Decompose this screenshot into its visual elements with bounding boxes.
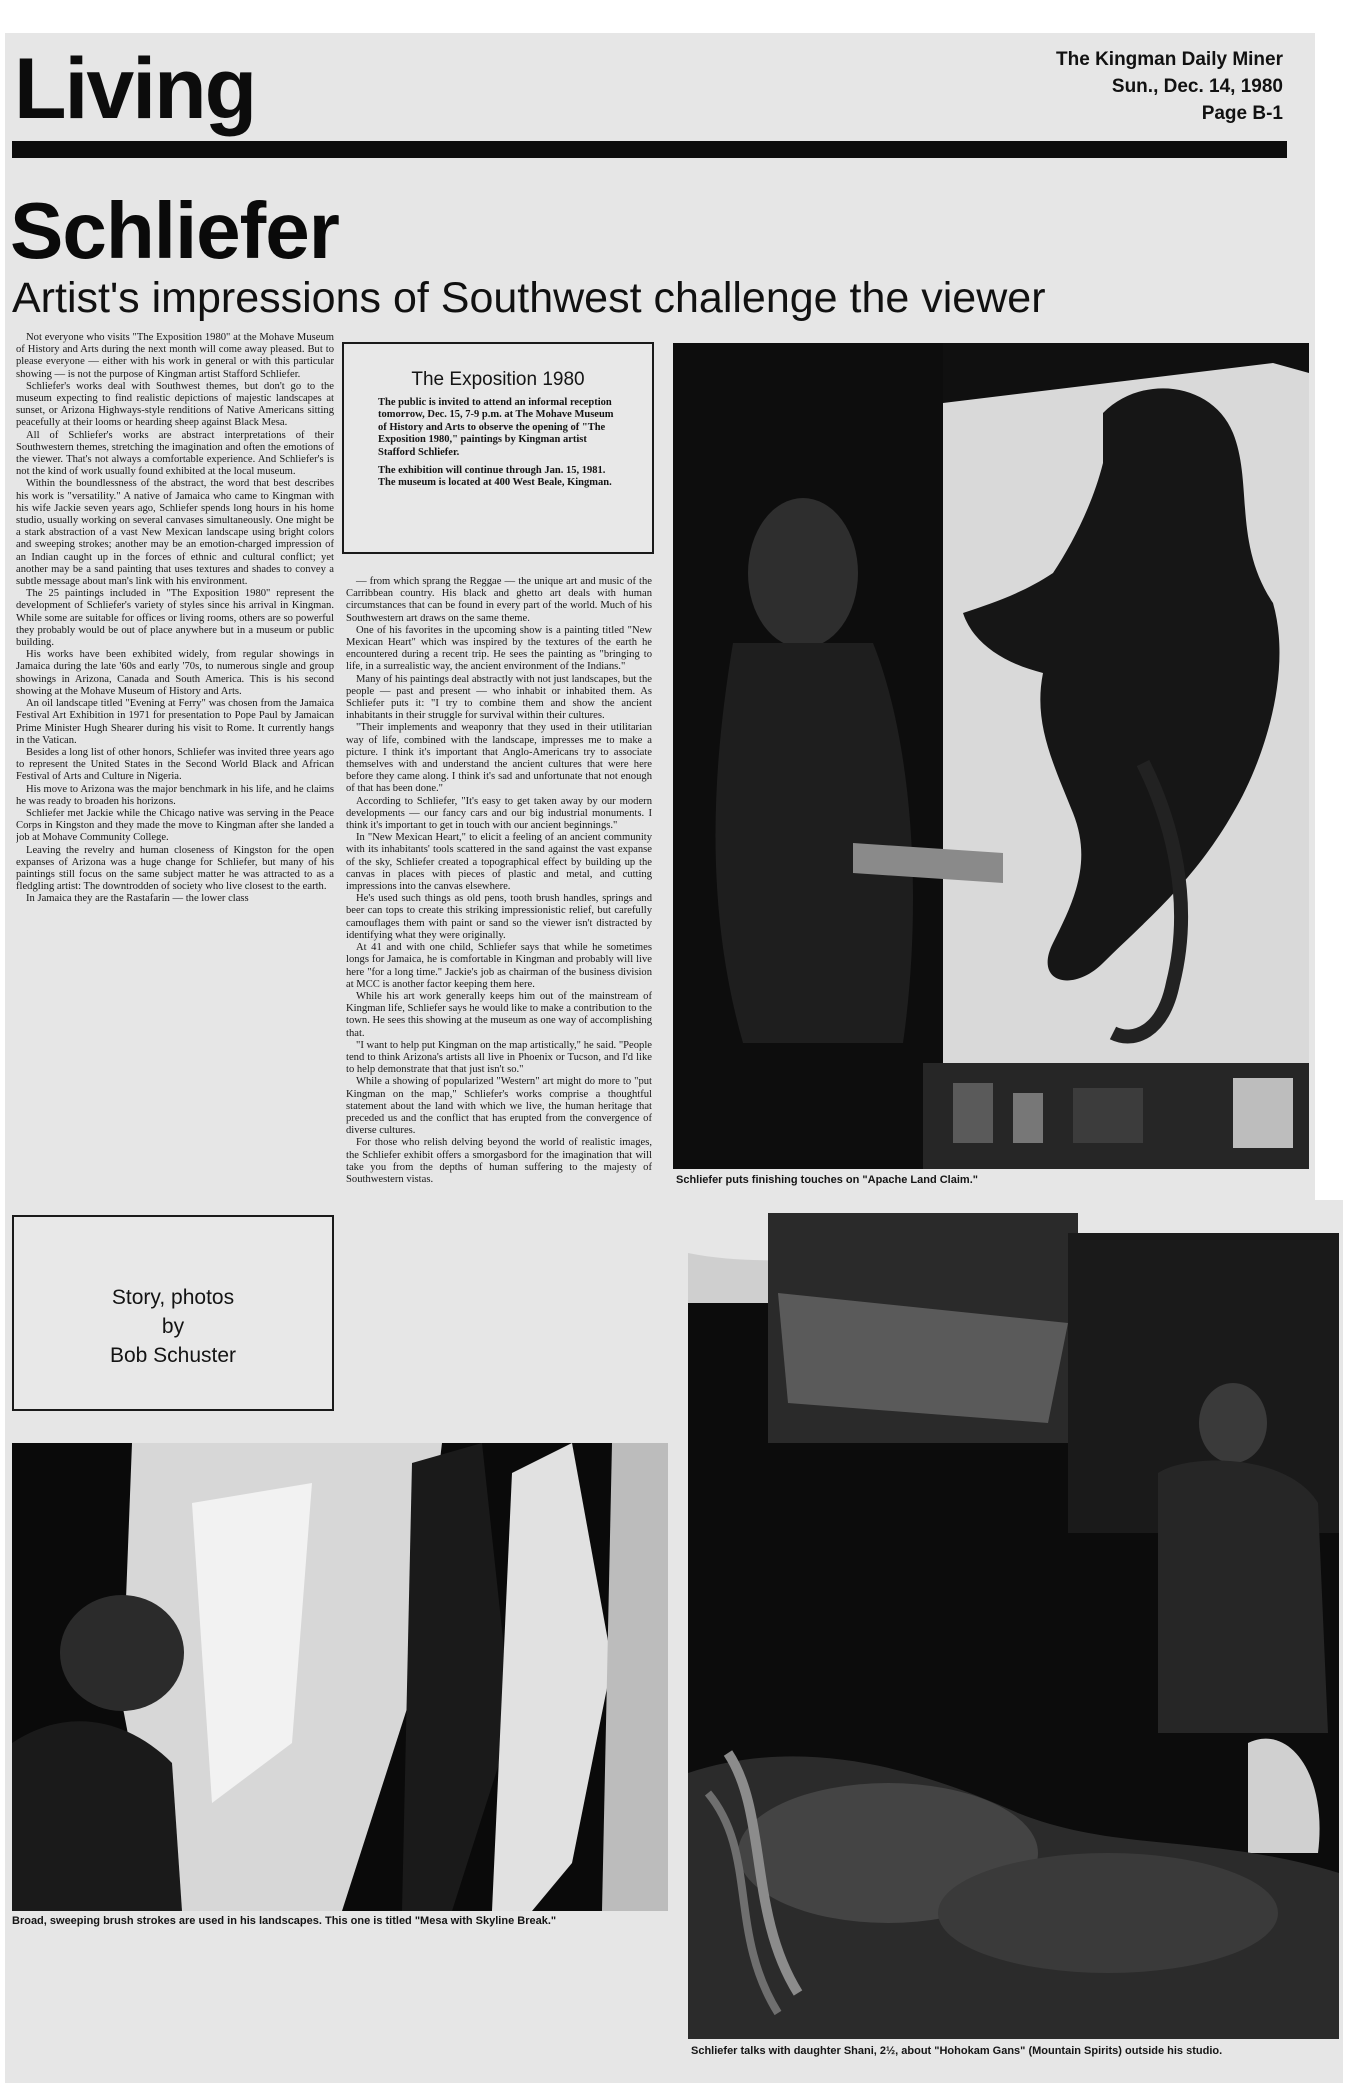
article-column-1 (16, 332, 334, 1164)
article-paragraph: Not everyone who visits "The Exposition 1980" at the Mohave Museum of History and Arts during the next month will come away pleased. But to please everyone — either with his work in general or with this particular showing — is not the purpose of Kingman artist Stafford Schliefer. (16, 332, 334, 380)
article-paragraph: According to Schliefer, "It's easy to get taken away by our modern developments — our fancy cars and our big industrial monuments. I think it's important to get in touch with our ancient beginnings." (346, 795, 652, 832)
photo-caption: Broad, sweeping brush strokes are used in his landscapes. This one is titled "Mesa with Skyline Break." (12, 1915, 557, 1927)
subhead: Artist's impressions of Southwest challenge the viewer (12, 274, 1046, 322)
byline (14, 1283, 332, 1370)
photo-caption: Schliefer puts finishing touches on "Apache Land Claim." (676, 1174, 978, 1186)
header-rule (12, 141, 1287, 158)
article-paragraph: The 25 paintings included in "The Exposition 1980" represent the development of Schliefer's variety of styles since his arrival in Kingman. While some are suitable for offices or living rooms, others are so powerful they probably would be out of place anywhere but in a museum or public building. (16, 588, 334, 649)
byline-box (12, 1215, 334, 1411)
article-paragraph: "Their implements and weaponry that they used in their utilitarian way of life, combined with the landscape, impresses me to make a picture. I think it's important that Anglo-Americans try to associate themselves with and understand the ancient cultures that were here before they came along. I think it's sad and unfortunate that not enough of that has been done." (346, 722, 652, 795)
exposition-sidebar (342, 342, 654, 554)
article-paragraph: Many of his paintings deal abstractly with not just landscapes, but the people — past and present — who inhabit or inhabited them. As Schliefer puts it: "I try to combine them and show the ancient inhabitants in their struggle for survival within their cultures. (346, 673, 652, 722)
photo-artist-painting (673, 343, 1309, 1169)
article-paragraph: An oil landscape titled "Evening at Ferry" was chosen from the Jamaica Festival Art Exhibition in 1971 for presentation to Pope Paul by Jamaican Prime Minister Hugh Shearer during his visit to Rome. It currently hangs in the Vatican. (16, 698, 334, 746)
sidebar-paragraph: The exhibition will continue through Jan. 15, 1981. The museum is located at 400 West Beale, Kingman. (378, 465, 612, 489)
paper-name: The Kingman Daily Miner (1056, 49, 1283, 70)
byline-line: Story, photos (111, 1286, 235, 1309)
article-paragraph: One of his favorites in the upcoming show is a painting titled "New Mexican Heart" which was inspired by the textures of the earth he encountered during a recent trip. He sees the painting as "bringing to life, in a surrealistic way, the ancient environment of the Indians." (346, 624, 652, 673)
article-paragraph: His works have been exhibited widely, from regular showings in Jamaica during the late '60s and early '70s, to numerous single and group showings in Arizona, Canada and South America. This is his second showing at the Mohave Museum of History and Arts. (16, 649, 334, 697)
article-paragraph: In Jamaica they are the Rastafarin — the lower class (26, 893, 249, 905)
article-paragraph: For those who relish delving beyond the world of realistic images, the Schliefer exhibit offers a smorgasbord for the imagination that will take you from the depths of human suffering to the majesty of Southwestern vistas. (346, 1137, 652, 1185)
article-paragraph: While a showing of popularized "Western" art might do more to "put Kingman on the map," Schliefer's works comprise a thoughtful statement about the land with which we live, the human heritage that preceded us and the conflict that has erupted from the convergence of diverse cultures. (346, 1076, 652, 1137)
masthead (1056, 46, 1283, 127)
article-paragraph: "I want to help put Kingman on the map artistically," he said. "People tend to think Arizona's artists all live in Phoenix or Tucson, and I'd like to help demonstrate that that just isn't so." (346, 1039, 652, 1076)
article-column-2 (346, 576, 652, 1412)
article-paragraph: — from which sprang the Reggae — the unique art and music of the Carribbean country. His black and ghetto art deals with human circumstances that can be found in every part of the world. Much of his Southwestern art draws on the same theme. (346, 576, 652, 624)
sidebar-title: The Exposition 1980 (411, 369, 585, 390)
article-paragraph: Schliefer's works deal with Southwest themes, but don't go to the museum expecting to find realistic depictions of majestic landscapes at sunset, or Arizona Highways-style renditions of Native Americans sitting peacefully at their looms or hearding sheep against Black Mesa. (16, 380, 334, 429)
article-paragraph: While his art work generally keeps him out of the mainstream of Kingman life, Schliefer says he would like to make a contribution to the town. He sees this showing at the museum as one way of accomplishing that. (346, 990, 652, 1039)
photo-caption: Schliefer talks with daughter Shani, 2½, about "Hohokam Gans" (Mountain Spirits) outside his studio. (691, 2045, 1223, 2057)
article-paragraph: All of Schliefer's works are abstract interpretations of their Southwestern themes, stretching the imagination and often the emotions of the viewer. That's not always a comfortable experience. And Schliefer's is not the kind of work usually found exhibited at the local museum. (16, 429, 334, 478)
issue-date: Sun., Dec. 14, 1980 (1111, 76, 1283, 97)
headline: Schliefer (10, 186, 339, 275)
photo-landscape-painting (12, 1443, 668, 1911)
byline-line: Bob Schuster (109, 1344, 237, 1367)
article-paragraph: His move to Arizona was the major benchmark in his life, and he claims he was ready to broaden his horizons. (16, 783, 334, 807)
photo-outside-studio (688, 1213, 1339, 2039)
article-paragraph: Leaving the revelry and human closeness of Kingston for the open expanses of Arizona was a huge change for Schliefer, but many of his paintings still focus on the same subject matter he was attracted to as a fledgling artist: The downtrodden of society who live closest to the earth. (16, 844, 334, 893)
section-name: Living (14, 41, 256, 137)
article-paragraph: In "New Mexican Heart," to elicit a feeling of an ancient community with its inhabitants' tools scattered in the sand against the vast expanse of the sky, Schliefer created a topographical effect by building up the canvas in places with pieces of plastic and metal, and cutting impressions into the canvas elsewhere. (346, 832, 652, 893)
sidebar-paragraph: The public is invited to attend an informal reception tomorrow, Dec. 15, 7-9 p.m. at The Mohave Museum of History and Arts to observe the opening of "The Exposition 1980," paintings by Kingman artist Stafford Schliefer. (378, 397, 614, 458)
byline-line: by (161, 1315, 185, 1338)
article-paragraph: At 41 and with one child, Schliefer says that while he sometimes longs for Jamaica, he is comfortable in Kingman and probably will live here "for a long time." Jackie's job as chairman of the business division at MCC is another factor keeping them here. (346, 942, 652, 990)
article-paragraph: Within the boundlessness of the abstract, the word that best describes his work is "versatility." A native of Jamaica who came to Kingman with his wife Jackie seven years ago, Schliefer spends long hours in his home studio, usually working on several canvases simultaneously. One might be a stark abstraction of a vast New Mexican landscape using bright colors and sweeping strokes; another may be an emotion-charged impression of an Indian caught up in the forces of ethnic and cultural conflict; yet another may be a sand painting that uses textures and shades to convey a subtle message about man's link with his environment. (16, 478, 334, 588)
article-paragraph: Schliefer met Jackie while the Chicago native was serving in the Peace Corps in Kingston and they made the move to Kingman after she landed a job at Mohave Community College. (16, 807, 334, 844)
article-paragraph: He's used such things as old pens, tooth brush handles, springs and beer can tops to create this striking impressionistic relief, but carefully camouflages them with paint or sand so the viewer isn't distracted by identifying what they were originally. (346, 893, 652, 941)
page-number: Page B-1 (1201, 103, 1283, 124)
article-paragraph: Besides a long list of other honors, Schliefer was invited three years ago to represent the United States in the Second World Black and African Festival of Arts and Culture in Nigeria. (16, 746, 334, 783)
